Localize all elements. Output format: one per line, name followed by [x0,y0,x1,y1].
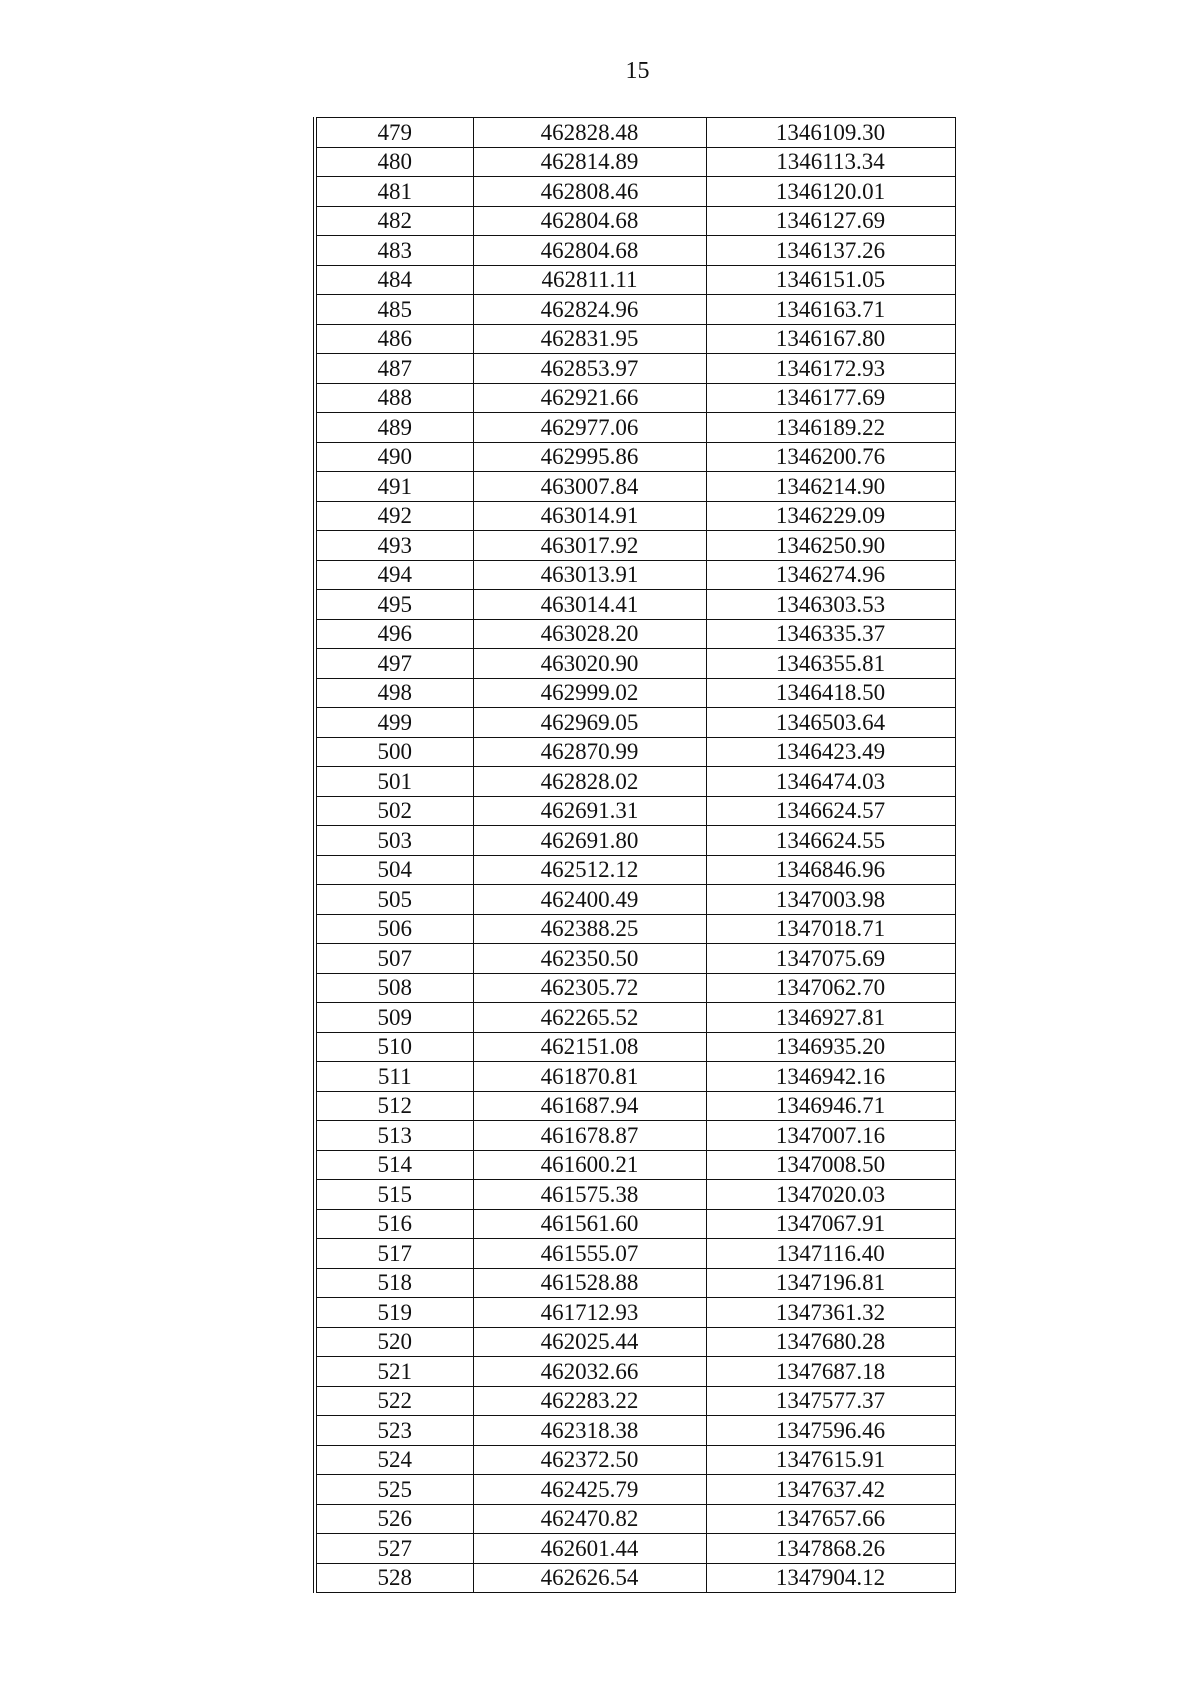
point-number-cell: 504 [315,855,473,885]
point-number-cell: 487 [315,354,473,384]
table-row [315,855,955,885]
table-row [315,1180,955,1210]
table-row [315,324,955,354]
point-number-cell: 507 [315,944,473,974]
x-coordinate-cell: 462828.02 [473,767,706,797]
y-coordinate-cell: 1347003.98 [706,885,955,915]
y-coordinate-cell: 1346127.69 [706,206,955,236]
point-number-cell: 520 [315,1327,473,1357]
y-coordinate-cell: 1346624.55 [706,826,955,856]
y-coordinate-cell: 1347116.40 [706,1239,955,1269]
y-coordinate-cell: 1346274.96 [706,560,955,590]
y-coordinate-cell: 1346137.26 [706,236,955,266]
y-coordinate-cell: 1346946.71 [706,1091,955,1121]
table-row [315,944,955,974]
x-coordinate-cell: 461528.88 [473,1268,706,1298]
x-coordinate-cell: 462999.02 [473,678,706,708]
x-coordinate-cell: 462388.25 [473,914,706,944]
x-coordinate-cell: 462804.68 [473,236,706,266]
y-coordinate-cell: 1346423.49 [706,737,955,767]
point-number-cell: 517 [315,1239,473,1269]
x-coordinate-cell: 462870.99 [473,737,706,767]
table-row [315,413,955,443]
y-coordinate-cell: 1347680.28 [706,1327,955,1357]
y-coordinate-cell: 1347637.42 [706,1475,955,1505]
table-row [315,1327,955,1357]
y-coordinate-cell: 1347596.46 [706,1416,955,1446]
table-row [315,1416,955,1446]
y-coordinate-cell: 1346935.20 [706,1032,955,1062]
x-coordinate-cell: 463028.20 [473,619,706,649]
table-row [315,560,955,590]
x-coordinate-cell: 463014.91 [473,501,706,531]
table-row [315,177,955,207]
x-coordinate-cell: 462601.44 [473,1534,706,1564]
x-coordinate-cell: 462318.38 [473,1416,706,1446]
x-coordinate-cell: 462512.12 [473,855,706,885]
table-row [315,501,955,531]
point-number-cell: 483 [315,236,473,266]
point-number-cell: 508 [315,973,473,1003]
y-coordinate-cell: 1346172.93 [706,354,955,384]
x-coordinate-cell: 461561.60 [473,1209,706,1239]
x-coordinate-cell: 462828.48 [473,118,706,148]
y-coordinate-cell: 1346250.90 [706,531,955,561]
x-coordinate-cell: 463017.92 [473,531,706,561]
y-coordinate-cell: 1346177.69 [706,383,955,413]
point-number-cell: 486 [315,324,473,354]
table-row [315,236,955,266]
x-coordinate-cell: 461575.38 [473,1180,706,1210]
x-coordinate-cell: 462350.50 [473,944,706,974]
y-coordinate-cell: 1347020.03 [706,1180,955,1210]
page-number: 15 [625,58,650,84]
y-coordinate-cell: 1347075.69 [706,944,955,974]
x-coordinate-cell: 462977.06 [473,413,706,443]
table-row [315,973,955,1003]
y-coordinate-cell: 1346229.09 [706,501,955,531]
point-number-cell: 495 [315,590,473,620]
coordinates-table [313,117,956,1593]
point-number-cell: 510 [315,1032,473,1062]
x-coordinate-cell: 462400.49 [473,885,706,915]
x-coordinate-cell: 462853.97 [473,354,706,384]
table-row [315,619,955,649]
x-coordinate-cell: 462995.86 [473,442,706,472]
table-row [315,472,955,502]
x-coordinate-cell: 462691.31 [473,796,706,826]
point-number-cell: 484 [315,265,473,295]
x-coordinate-cell: 462283.22 [473,1386,706,1416]
table-row [315,442,955,472]
y-coordinate-cell: 1346474.03 [706,767,955,797]
x-coordinate-cell: 462824.96 [473,295,706,325]
y-coordinate-cell: 1346624.57 [706,796,955,826]
table-row [315,354,955,384]
table-row [315,1504,955,1534]
table-row [315,885,955,915]
table-row [315,1209,955,1239]
table-row [315,295,955,325]
y-coordinate-cell: 1346303.53 [706,590,955,620]
y-coordinate-cell: 1346503.64 [706,708,955,738]
table-row [315,1062,955,1092]
point-number-cell: 480 [315,147,473,177]
point-number-cell: 519 [315,1298,473,1328]
point-number-cell: 501 [315,767,473,797]
x-coordinate-cell: 461600.21 [473,1150,706,1180]
y-coordinate-cell: 1347007.16 [706,1121,955,1151]
table-row [315,383,955,413]
table-row [315,914,955,944]
point-number-cell: 503 [315,826,473,856]
table-row [315,826,955,856]
point-number-cell: 494 [315,560,473,590]
y-coordinate-cell: 1346927.81 [706,1003,955,1033]
table-row [315,767,955,797]
x-coordinate-cell: 462831.95 [473,324,706,354]
x-coordinate-cell: 462811.11 [473,265,706,295]
point-number-cell: 521 [315,1357,473,1387]
table-row [315,1150,955,1180]
table-row [315,1298,955,1328]
x-coordinate-cell: 462691.80 [473,826,706,856]
table-row [315,737,955,767]
x-coordinate-cell: 462626.54 [473,1563,706,1593]
table-row [315,678,955,708]
table-row [315,1268,955,1298]
y-coordinate-cell: 1346113.34 [706,147,955,177]
x-coordinate-cell: 461687.94 [473,1091,706,1121]
y-coordinate-cell: 1346418.50 [706,678,955,708]
point-number-cell: 489 [315,413,473,443]
table-row [315,708,955,738]
point-number-cell: 525 [315,1475,473,1505]
point-number-cell: 511 [315,1062,473,1092]
x-coordinate-cell: 463013.91 [473,560,706,590]
x-coordinate-cell: 463014.41 [473,590,706,620]
point-number-cell: 498 [315,678,473,708]
table-row [315,1121,955,1151]
table-row [315,1003,955,1033]
x-coordinate-cell: 462921.66 [473,383,706,413]
x-coordinate-cell: 462032.66 [473,1357,706,1387]
point-number-cell: 493 [315,531,473,561]
point-number-cell: 485 [315,295,473,325]
x-coordinate-cell: 463007.84 [473,472,706,502]
point-number-cell: 522 [315,1386,473,1416]
table-row [315,1445,955,1475]
x-coordinate-cell: 462969.05 [473,708,706,738]
table-row [315,147,955,177]
point-number-cell: 505 [315,885,473,915]
table-row [315,206,955,236]
point-number-cell: 509 [315,1003,473,1033]
point-number-cell: 513 [315,1121,473,1151]
y-coordinate-cell: 1346120.01 [706,177,955,207]
y-coordinate-cell: 1346189.22 [706,413,955,443]
table-row [315,1091,955,1121]
table-row [315,1386,955,1416]
point-number-cell: 528 [315,1563,473,1593]
point-number-cell: 514 [315,1150,473,1180]
y-coordinate-cell: 1346109.30 [706,118,955,148]
x-coordinate-cell: 462305.72 [473,973,706,1003]
y-coordinate-cell: 1347361.32 [706,1298,955,1328]
x-coordinate-cell: 462265.52 [473,1003,706,1033]
y-coordinate-cell: 1347018.71 [706,914,955,944]
x-coordinate-cell: 462372.50 [473,1445,706,1475]
coordinates-table-body [315,118,955,1593]
y-coordinate-cell: 1346335.37 [706,619,955,649]
y-coordinate-cell: 1346846.96 [706,855,955,885]
x-coordinate-cell: 461555.07 [473,1239,706,1269]
point-number-cell: 499 [315,708,473,738]
table-row [315,1563,955,1593]
y-coordinate-cell: 1347577.37 [706,1386,955,1416]
y-coordinate-cell: 1346355.81 [706,649,955,679]
table-row [315,1357,955,1387]
x-coordinate-cell: 461870.81 [473,1062,706,1092]
y-coordinate-cell: 1346200.76 [706,442,955,472]
y-coordinate-cell: 1347657.66 [706,1504,955,1534]
point-number-cell: 518 [315,1268,473,1298]
table-row [315,649,955,679]
y-coordinate-cell: 1346167.80 [706,324,955,354]
y-coordinate-cell: 1347067.91 [706,1209,955,1239]
point-number-cell: 492 [315,501,473,531]
point-number-cell: 496 [315,619,473,649]
y-coordinate-cell: 1346942.16 [706,1062,955,1092]
point-number-cell: 479 [315,118,473,148]
point-number-cell: 490 [315,442,473,472]
x-coordinate-cell: 461712.93 [473,1298,706,1328]
x-coordinate-cell: 462025.44 [473,1327,706,1357]
table-row [315,1475,955,1505]
y-coordinate-cell: 1347904.12 [706,1563,955,1593]
y-coordinate-cell: 1346151.05 [706,265,955,295]
table-row [315,796,955,826]
y-coordinate-cell: 1347062.70 [706,973,955,1003]
point-number-cell: 523 [315,1416,473,1446]
point-number-cell: 491 [315,472,473,502]
point-number-cell: 527 [315,1534,473,1564]
point-number-cell: 502 [315,796,473,826]
point-number-cell: 497 [315,649,473,679]
x-coordinate-cell: 462808.46 [473,177,706,207]
table-row [315,1534,955,1564]
table-row [315,265,955,295]
point-number-cell: 482 [315,206,473,236]
y-coordinate-cell: 1346163.71 [706,295,955,325]
x-coordinate-cell: 462470.82 [473,1504,706,1534]
x-coordinate-cell: 461678.87 [473,1121,706,1151]
x-coordinate-cell: 462814.89 [473,147,706,177]
y-coordinate-cell: 1347196.81 [706,1268,955,1298]
point-number-cell: 524 [315,1445,473,1475]
table-row [315,531,955,561]
x-coordinate-cell: 462425.79 [473,1475,706,1505]
table-row [315,1239,955,1269]
x-coordinate-cell: 462151.08 [473,1032,706,1062]
point-number-cell: 516 [315,1209,473,1239]
table-row [315,590,955,620]
point-number-cell: 515 [315,1180,473,1210]
point-number-cell: 526 [315,1504,473,1534]
y-coordinate-cell: 1347615.91 [706,1445,955,1475]
point-number-cell: 512 [315,1091,473,1121]
y-coordinate-cell: 1347868.26 [706,1534,955,1564]
table-row [315,118,955,148]
y-coordinate-cell: 1346214.90 [706,472,955,502]
y-coordinate-cell: 1347008.50 [706,1150,955,1180]
point-number-cell: 500 [315,737,473,767]
point-number-cell: 506 [315,914,473,944]
y-coordinate-cell: 1347687.18 [706,1357,955,1387]
point-number-cell: 488 [315,383,473,413]
table-row [315,1032,955,1062]
point-number-cell: 481 [315,177,473,207]
x-coordinate-cell: 463020.90 [473,649,706,679]
x-coordinate-cell: 462804.68 [473,206,706,236]
